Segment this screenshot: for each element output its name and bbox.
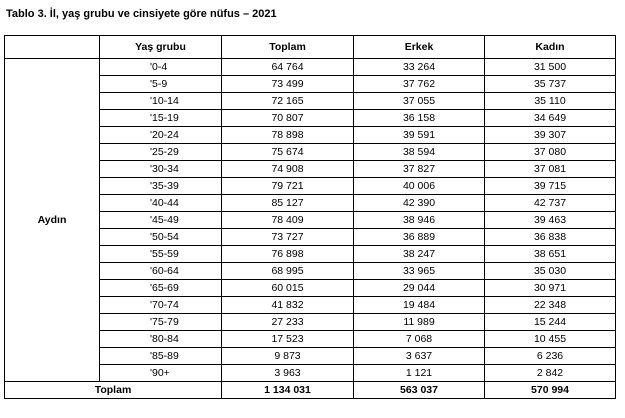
- total-cell: 85 127: [222, 195, 354, 212]
- header-row: [5, 36, 616, 59]
- female-cell: 37 080: [485, 144, 616, 161]
- total-row: [5, 382, 616, 399]
- header-empty-cell: [5, 36, 100, 59]
- age-group-cell: '60-64: [100, 263, 222, 280]
- male-cell: 39 591: [354, 127, 485, 144]
- male-cell: 37 055: [354, 93, 485, 110]
- total-cell: 27 233: [222, 314, 354, 331]
- age-group-cell: '0-4: [100, 59, 222, 76]
- female-cell: 2 842: [485, 365, 616, 382]
- male-cell: 29 044: [354, 280, 485, 297]
- total-cell: 78 409: [222, 212, 354, 229]
- female-cell: 34 649: [485, 110, 616, 127]
- total-cell: 41 832: [222, 297, 354, 314]
- age-group-cell: '75-79: [100, 314, 222, 331]
- header-total: Toplam: [222, 36, 354, 59]
- female-cell: 35 030: [485, 263, 616, 280]
- male-cell: 1 121: [354, 365, 485, 382]
- total-cell: 3 963: [222, 365, 354, 382]
- total-cell: 68 995: [222, 263, 354, 280]
- male-cell: 38 594: [354, 144, 485, 161]
- total-cell: 76 898: [222, 246, 354, 263]
- total-row-total: 1 134 031: [222, 382, 354, 399]
- header-age-group: Yaş grubu: [100, 36, 222, 59]
- male-cell: 36 889: [354, 229, 485, 246]
- male-cell: 38 247: [354, 246, 485, 263]
- female-cell: 36 838: [485, 229, 616, 246]
- total-cell: 60 015: [222, 280, 354, 297]
- female-cell: 22 348: [485, 297, 616, 314]
- male-cell: 38 946: [354, 212, 485, 229]
- age-group-cell: '50-54: [100, 229, 222, 246]
- total-cell: 70 807: [222, 110, 354, 127]
- male-cell: 19 484: [354, 297, 485, 314]
- region-cell: Aydın: [5, 59, 100, 382]
- total-cell: 72 165: [222, 93, 354, 110]
- male-cell: 36 158: [354, 110, 485, 127]
- total-cell: 79 721: [222, 178, 354, 195]
- age-group-cell: '90+: [100, 365, 222, 382]
- total-cell: 73 727: [222, 229, 354, 246]
- age-group-cell: '65-69: [100, 280, 222, 297]
- male-cell: 3 637: [354, 348, 485, 365]
- age-group-cell: '80-84: [100, 331, 222, 348]
- total-cell: 9 873: [222, 348, 354, 365]
- male-cell: 37 762: [354, 76, 485, 93]
- total-row-label: Toplam: [5, 382, 222, 399]
- female-cell: 39 307: [485, 127, 616, 144]
- female-cell: 15 244: [485, 314, 616, 331]
- age-group-cell: '40-44: [100, 195, 222, 212]
- total-cell: 74 908: [222, 161, 354, 178]
- age-group-cell: '25-29: [100, 144, 222, 161]
- female-cell: 39 715: [485, 178, 616, 195]
- total-cell: 75 674: [222, 144, 354, 161]
- male-cell: 37 827: [354, 161, 485, 178]
- age-group-cell: '30-34: [100, 161, 222, 178]
- female-cell: 6 236: [485, 348, 616, 365]
- total-row-male: 563 037: [354, 382, 485, 399]
- female-cell: 38 651: [485, 246, 616, 263]
- age-group-cell: '55-59: [100, 246, 222, 263]
- table-title: Tablo 3. İl, yaş grubu ve cinsiyete göre nüfus – 2021: [6, 8, 277, 20]
- female-cell: 35 737: [485, 76, 616, 93]
- age-group-cell: '5-9: [100, 76, 222, 93]
- age-group-cell: '15-19: [100, 110, 222, 127]
- male-cell: 40 006: [354, 178, 485, 195]
- total-cell: 78 898: [222, 127, 354, 144]
- age-group-cell: '20-24: [100, 127, 222, 144]
- age-group-cell: '10-14: [100, 93, 222, 110]
- age-group-cell: '45-49: [100, 212, 222, 229]
- male-cell: 33 965: [354, 263, 485, 280]
- total-row-female: 570 994: [485, 382, 616, 399]
- age-group-cell: '85-89: [100, 348, 222, 365]
- total-cell: 73 499: [222, 76, 354, 93]
- age-group-cell: '35-39: [100, 178, 222, 195]
- male-cell: 11 989: [354, 314, 485, 331]
- table-row: [5, 59, 616, 76]
- female-cell: 42 737: [485, 195, 616, 212]
- male-cell: 7 068: [354, 331, 485, 348]
- header-male: Erkek: [354, 36, 485, 59]
- female-cell: 30 971: [485, 280, 616, 297]
- male-cell: 33 264: [354, 59, 485, 76]
- female-cell: 37 081: [485, 161, 616, 178]
- header-female: Kadın: [485, 36, 616, 59]
- female-cell: 35 110: [485, 93, 616, 110]
- age-group-cell: '70-74: [100, 297, 222, 314]
- population-table: [4, 35, 616, 399]
- male-cell: 42 390: [354, 195, 485, 212]
- female-cell: 39 463: [485, 212, 616, 229]
- female-cell: 10 455: [485, 331, 616, 348]
- total-cell: 17 523: [222, 331, 354, 348]
- total-cell: 64 764: [222, 59, 354, 76]
- female-cell: 31 500: [485, 59, 616, 76]
